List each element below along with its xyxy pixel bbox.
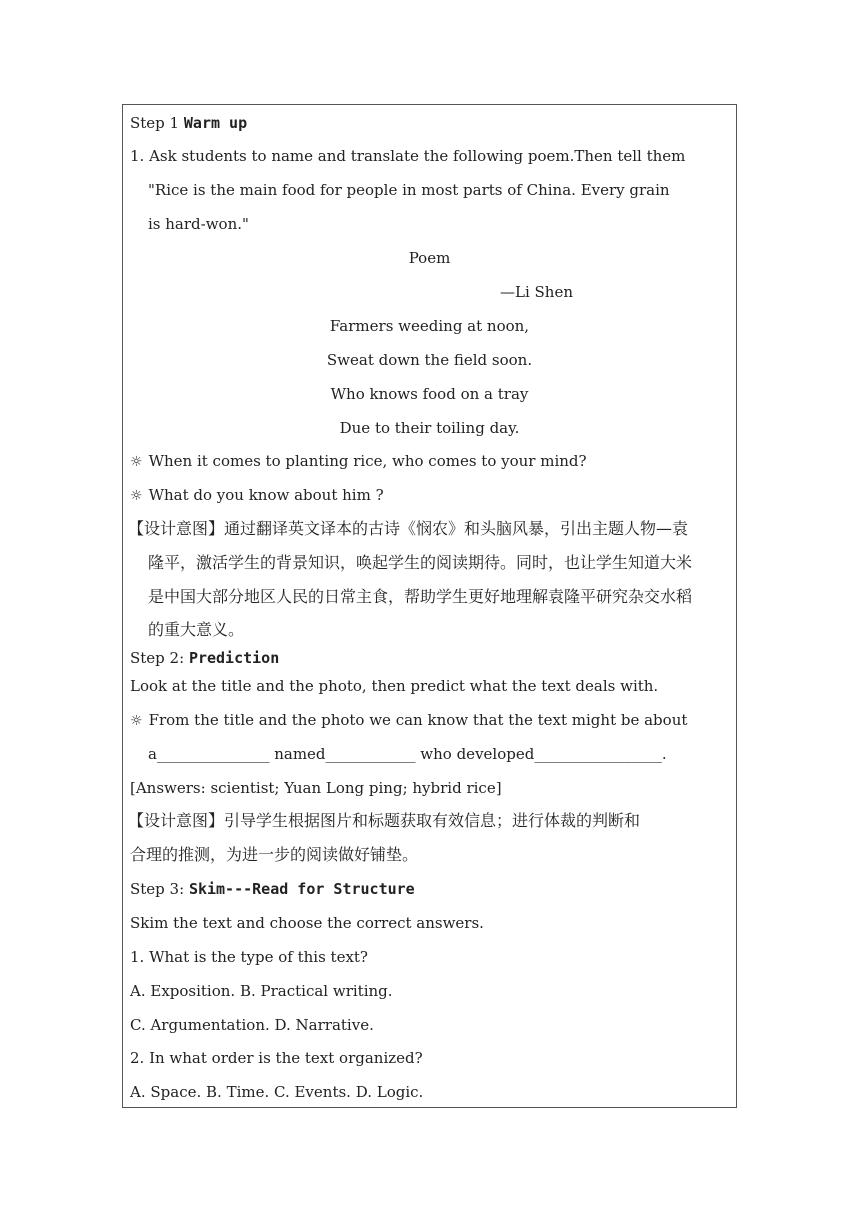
poem-line: Sweat down the field soon. [326, 351, 533, 369]
step1-item1-line2: "Rice is the main food for people in most parts of China. Every grain [148, 181, 670, 199]
step1-design-line2: 隆平，激活学生的背景知识，唤起学生的阅读期待。同时，也让学生知道大米 [148, 553, 693, 572]
step3-q1-options-a: A. Exposition. B. Practical writing. [130, 982, 393, 1000]
step2-answers: [Answers: scientist; Yuan Long ping; hybrid rice] [130, 779, 502, 797]
sun-bullet-icon: ☼ [130, 488, 143, 504]
poem-line: Due to their toiling day. [339, 419, 520, 437]
step2-question [130, 710, 732, 731]
step1-item1-line1: 1. Ask students to name and translate the following poem.Then tell them [130, 147, 686, 165]
step2-design-line2: 合理的推测，为进一步的阅读做好铺垫。 [130, 845, 419, 864]
step3-q2-options: A. Space. B. Time. C. Events. D. Logic. [130, 1083, 424, 1101]
step1-q2-text: What do you know about him ? [148, 486, 384, 504]
step1-design-line1: 【设计意图】通过翻译英文译本的古诗《悯农》和头脑风暴，引出主题人物—袁 [128, 519, 689, 538]
step1-title: Warm up [183, 114, 248, 132]
step3-prefix: Step 3: [130, 880, 185, 898]
step2-design-line1: 【设计意图】引导学生根据图片和标题获取有效信息；进行体裁的判断和 [128, 811, 641, 830]
step2-blanks: a_______________ named____________ who developed_________________. [148, 745, 667, 763]
step3-question-2: 2. In what order is the text organized? [130, 1049, 423, 1067]
step2-title: Prediction [188, 649, 280, 667]
step2-question-text: From the title and the photo we can know that the text might be about [148, 711, 688, 729]
step1-question-1 [130, 451, 732, 472]
step1-q1-text: When it comes to planting rice, who comes to your mind? [148, 452, 587, 470]
step1-heading [130, 113, 732, 133]
step1-item1-line3: is hard-won." [148, 215, 249, 233]
step1-design-line3: 是中国大部分地区人民的日常主食，帮助学生更好地理解袁隆平研究杂交水稻 [148, 587, 693, 606]
step3-title: Skim---Read for Structure [188, 880, 415, 898]
step3-question-1: 1. What is the type of this text? [130, 948, 368, 966]
sun-bullet-icon: ☼ [130, 454, 143, 470]
step1-design-line4: 的重大意义。 [148, 620, 245, 639]
poem-author: —Li Shen [500, 283, 574, 301]
poem-line: Farmers weeding at noon, [329, 317, 530, 335]
step2-instruction: Look at the title and the photo, then predict what the text deals with. [130, 677, 659, 695]
step3-heading [130, 879, 732, 899]
poem-title: Poem [408, 249, 451, 267]
step1-prefix: Step 1 [130, 114, 180, 132]
sun-bullet-icon: ☼ [130, 713, 143, 729]
step3-q1-options-b: C. Argumentation. D. Narrative. [130, 1016, 374, 1034]
step2-prefix: Step 2: [130, 649, 185, 667]
step2-heading [130, 648, 732, 668]
poem-line: Who knows food on a tray [330, 385, 529, 403]
step1-question-2 [130, 485, 732, 506]
step3-instruction: Skim the text and choose the correct answers. [130, 914, 484, 932]
